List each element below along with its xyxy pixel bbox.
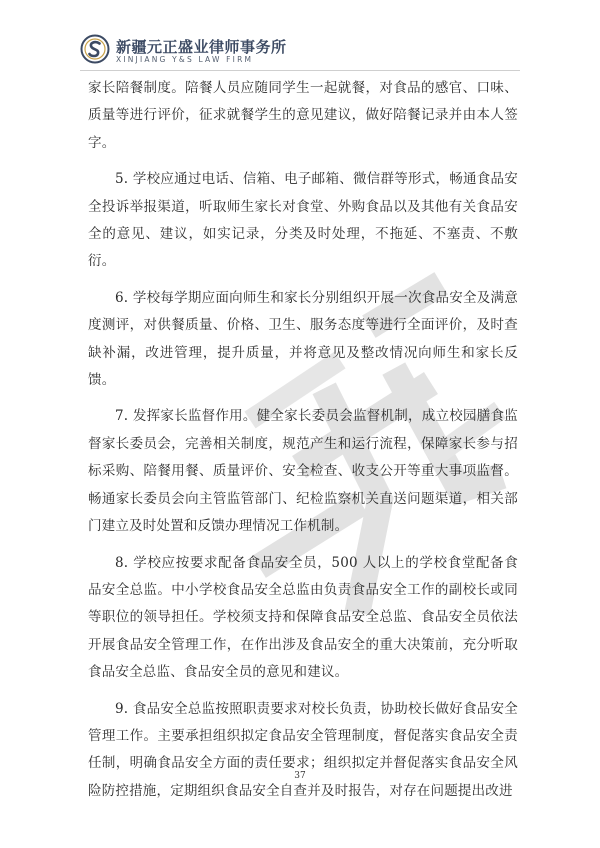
paragraph-continuation: 家长陪餐制度。陪餐人员应随同学生一起就餐，对食品的感官、口味、质量等进行评价，征求就餐学生的意见建议，做好陪餐记录并由本人签字。 — [88, 80, 518, 151]
paragraph-item-5: 5. 学校应通过电话、信箱、电子邮箱、微信群等形式，畅通食品安全投诉举报渠道，听取师生家长对食堂、外购食品以及其他有关食品安全的意见、建议，如实记录，分类及时处理，不拖延、不塞责、不敷衍。 — [88, 171, 518, 270]
firm-name-english: XINJIANG Y&S LAW FIRM — [116, 55, 254, 64]
document-body — [88, 75, 518, 814]
header-divider — [80, 70, 520, 71]
paragraph-item-7: 7. 发挥家长监督作用。健全家长委员会监督机制，成立校园膳食监督家长委员会，完善相关制度，规范产生和运行流程，保障家长参与招标采购、陪餐用餐、质量评价、安全检查、收支公开等重大事项监督。畅通家长委员会向主管监管部门、纪检监察机关直送问题渠道，相关部门建立及时处置和反馈办理情况工作机制。 — [88, 408, 518, 535]
page-number: 37 — [294, 771, 306, 781]
firm-name-chinese: 新疆元正盛业律师事务所 — [116, 38, 287, 56]
paragraph-item-9: 9. 食品安全总监按照职责要求对校长负责，协助校长做好食品安全管理工作。主要承担组织拟定食品安全管理制度，督促落实食品安全责任制，明确食品安全方面的责任要求；组织拟定并督促落实食品安全风险防控措施，定期组织食品安全自查并及时报告，对存在问题提出改进 — [88, 700, 518, 799]
firm-logo-icon — [80, 34, 110, 64]
paragraph-item-8: 8. 学校应按要求配备食品安全员，500 人以上的学校食堂配备食品安全总监。中小学校食品安全总监由负责食品安全工作的副校长或同等职位的领导担任。学校须支持和保障食品安全总监、食品安全员依法开展食品安全管理工作，在作出涉及食品安全的重大决策前，充分听取食品安全总监、食品安全员的意见和建议。 — [88, 554, 518, 681]
paragraph-item-6: 6. 学校每学期应面向师生和家长分别组织开展一次食品安全及满意度测评，对供餐质量、价格、卫生、服务态度等进行全面评价，及时查缺补漏，改进管理，提升质量，并将意见及整改情况向师生和家长反馈。 — [88, 289, 518, 389]
letterhead — [80, 34, 520, 68]
